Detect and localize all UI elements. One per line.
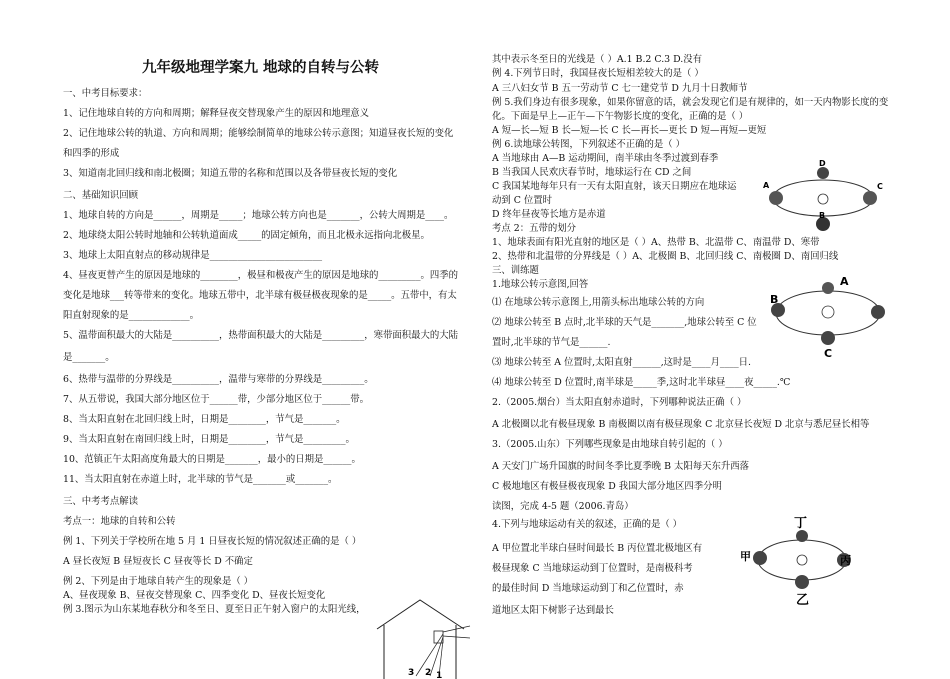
left-line: 8、当太阳直射在北回归线上时，日期是________，节气是_______。: [63, 414, 346, 425]
right-line: 例 4.下列节日时，我国昼夜长短相差较大的是（ ）: [492, 68, 704, 79]
left-line: 5、温带面积最大的大陆是__________，热带面积最大的大陆是_________，寒带面积最大的大陆: [63, 330, 459, 341]
left-line: 阳直射现象的是_____________。: [63, 310, 199, 321]
right-line: A 甲位置北半球白昼时间最长 B 丙位置北极地区有: [492, 543, 703, 554]
right-line: 2.（2005.烟台）当太阳直射赤道时，下列哪种说法正确（ ）: [492, 397, 747, 408]
right-line: 道地区太阳下树影子达到最长: [492, 605, 614, 616]
fig2-label-c: C: [824, 347, 833, 360]
right-line: D 终年昼夜等长地方是赤道: [492, 209, 606, 220]
left-line: 9、当太阳直射在南回归线上时，日期是________，节气是_________。: [63, 434, 355, 445]
right-line: 例 5.我们身边有很多现象，如果你留意的话，就会发现它们是有规律的，如一天内物影长度的变: [492, 97, 889, 108]
right-line: 1.地球公转示意图,回答: [492, 279, 589, 290]
orbit-diagram-1: [763, 160, 888, 238]
right-line: A 三八妇女节 B 五一劳动节 C 七一建党节 D 九月十日教师节: [492, 83, 748, 94]
left-line: A、昼夜现象 B、昼夜交替现象 C、四季变化 D、昼夜长短变化: [63, 590, 326, 601]
fig1-label-c: C: [877, 182, 883, 191]
right-line: C 我国某地每年只有一天有太阳直射，该天日期应在地球运: [492, 181, 737, 192]
left-line: 1、地球自转的方向是______，周期是_____；地球公转方向也是_______，公转大周期是____。: [63, 210, 454, 221]
right-line: A 短—长—短 B 长—短—长 C 长—再长—更长 D 短—再短—更短: [492, 125, 767, 136]
right-line: A 北极圈以北有极昼现象 B 南极圈以南有极昼现象 C 北京昼长夜短 D 北京与悉尼昼长相等: [492, 419, 870, 430]
right-line: 动到 C 位置时: [492, 195, 553, 206]
left-line: 和四季的形成: [63, 148, 120, 159]
left-line: 3、知道南北回归线和南北极圈；知道五带的名称和范围以及各带昼夜长短的变化: [63, 168, 398, 179]
window-label-2: 2: [425, 668, 432, 678]
right-line: ⑶ 地球公转至 A 位置时,太阳直射______,这时是____月____日.: [492, 357, 752, 368]
left-line: 一、中考目标要求：: [63, 88, 148, 99]
orbit-diagram-3: [740, 514, 858, 606]
right-line: ⑷ 地球公转至 D 位置时,南半球是_____季,这时北半球昼____夜_____.℃: [492, 377, 791, 388]
window-label-1: 1: [436, 671, 443, 679]
left-line: 6、热带与温带的分界线是__________，温带与寒带的分界线是_________。: [63, 374, 374, 385]
right-line: 的最佳时间 D 当地球运动到丁和乙位置时，赤: [492, 583, 684, 594]
right-line: ⑵ 地球公转至 B 点时,北半球的天气是_______,地球公转至 C 位: [492, 317, 757, 328]
left-line: 7、从五带说，我国大部分地区位于______带，少部分地区位于______带。: [63, 394, 369, 405]
right-line: 2、热带和北温带的分界线是（ ）A、北极圈 B、北回归线 C、南极圈 D、南回归线: [492, 251, 839, 262]
fig3-label-jia: 甲: [740, 550, 751, 563]
right-line: A 当地球由 A—B 运动期间，南半球由冬季过渡到春季: [492, 153, 719, 164]
left-line: A 昼长夜短 B 昼短夜长 C 昼夜等长 D 不确定: [63, 556, 253, 567]
left-line: 2、记住地球公转的轨道、方向和周期；能够绘制简单的地球公转示意图；知道昼夜长短的变化: [63, 128, 454, 139]
fig3-label-ding: 丁: [794, 516, 808, 531]
right-line: 其中表示冬至日的光线是（ ）A.1 B.2 C.3 D.没有: [492, 54, 703, 65]
left-line: 2、地球绕太阳公转时地轴和公转轨道面成_____的固定倾角，而且北极永远指向北极星。: [63, 230, 430, 241]
right-line: 1、地球表面有阳光直射的地区是（ ）A、热带 B、北温带 C、南温带 D、寒带: [492, 237, 820, 248]
left-line: 是_______。: [63, 352, 115, 363]
left-line: 4、昼夜更替产生的原因是地球的________，极昼和极夜产生的原因是地球的_________。四季的: [63, 270, 459, 281]
right-line: 读图，完成 4-5 题（2006.青岛）: [492, 501, 634, 512]
right-line: 置时,北半球的节气是______.: [492, 337, 611, 348]
left-line: 3、地球上太阳直射点的移动规律是________________________: [63, 250, 323, 261]
right-line: A 天安门广场升国旗的时间冬季比夏季晚 B 太阳每天东升西落: [492, 461, 749, 472]
fig2-label-a: A: [840, 275, 849, 288]
left-line: 10、范镇正午太阳高度角最大的日期是_______，最小的日期是______。: [63, 454, 361, 465]
right-line: 化。下面是早上—正午—下午物影长度的变化，正确的是（ ）: [492, 111, 749, 122]
right-line: 三、训练题: [492, 265, 539, 276]
fig3-label-bing: 丙: [840, 554, 851, 567]
page-title: 九年级地理学案九 地球的自转与公转: [142, 60, 380, 76]
left-line: 三、中考考点解读: [63, 496, 139, 507]
left-line: 例 2、下列是由于地球自转产生的现象是（ ）: [63, 576, 254, 587]
right-line: C 极地地区有极昼极夜现象 D 我国大部分地区四季分明: [492, 481, 722, 492]
left-line: 例 1、下列关于学校所在地 5 月 1 日昼夜长短的情况叙述正确的是（ ）: [63, 536, 362, 547]
right-line: B 当我国人民欢庆春节时，地球运行在 CD 之间: [492, 167, 692, 178]
right-line: 3.（2005.山东）下列哪些现象是由地球自转引起的（ ）: [492, 439, 728, 450]
fig1-label-a: A: [763, 181, 770, 190]
left-line: 11、当太阳直射在赤道上时，北半球的节气是_______或_______。: [63, 474, 338, 485]
window-label-3: 3: [408, 668, 415, 678]
fig1-label-d: D: [819, 160, 826, 168]
right-line: 4.下列与地球运动有关的叙述，正确的是（ ）: [492, 519, 683, 530]
left-line: 变化是地球___转等带来的变化。地球五带中，北半球有极昼极夜现象的是_____。五带中，有太: [63, 290, 457, 301]
window-sunlight-figure: [372, 596, 472, 679]
right-line: 例 6.读地球公转图，下列叙述不正确的是（ ）: [492, 139, 686, 150]
left-line: 考点一：地球的自转和公转: [63, 516, 176, 527]
right-line: 考点 2：五带的划分: [492, 223, 576, 234]
fig2-label-b: B: [770, 293, 779, 306]
left-line: 二、基础知识回顾: [63, 190, 139, 201]
fig3-label-yi: 乙: [796, 593, 810, 606]
right-line: ⑴ 在地球公转示意图上,用箭头标出地球公转的方向: [492, 297, 705, 308]
right-line: 极昼现象 C 当地球运动到丁位置时，是南极科考: [492, 563, 693, 574]
left-line: 例 3.图示为山东某地春秋分和冬至日、夏至日正午射入窗户的太阳光线，: [63, 604, 366, 615]
orbit-diagram-2: [766, 272, 890, 362]
left-line: 1、记住地球自转的方向和周期；解释昼夜交替现象产生的原因和地理意义: [63, 108, 369, 119]
fig1-label-b: B: [819, 211, 826, 220]
